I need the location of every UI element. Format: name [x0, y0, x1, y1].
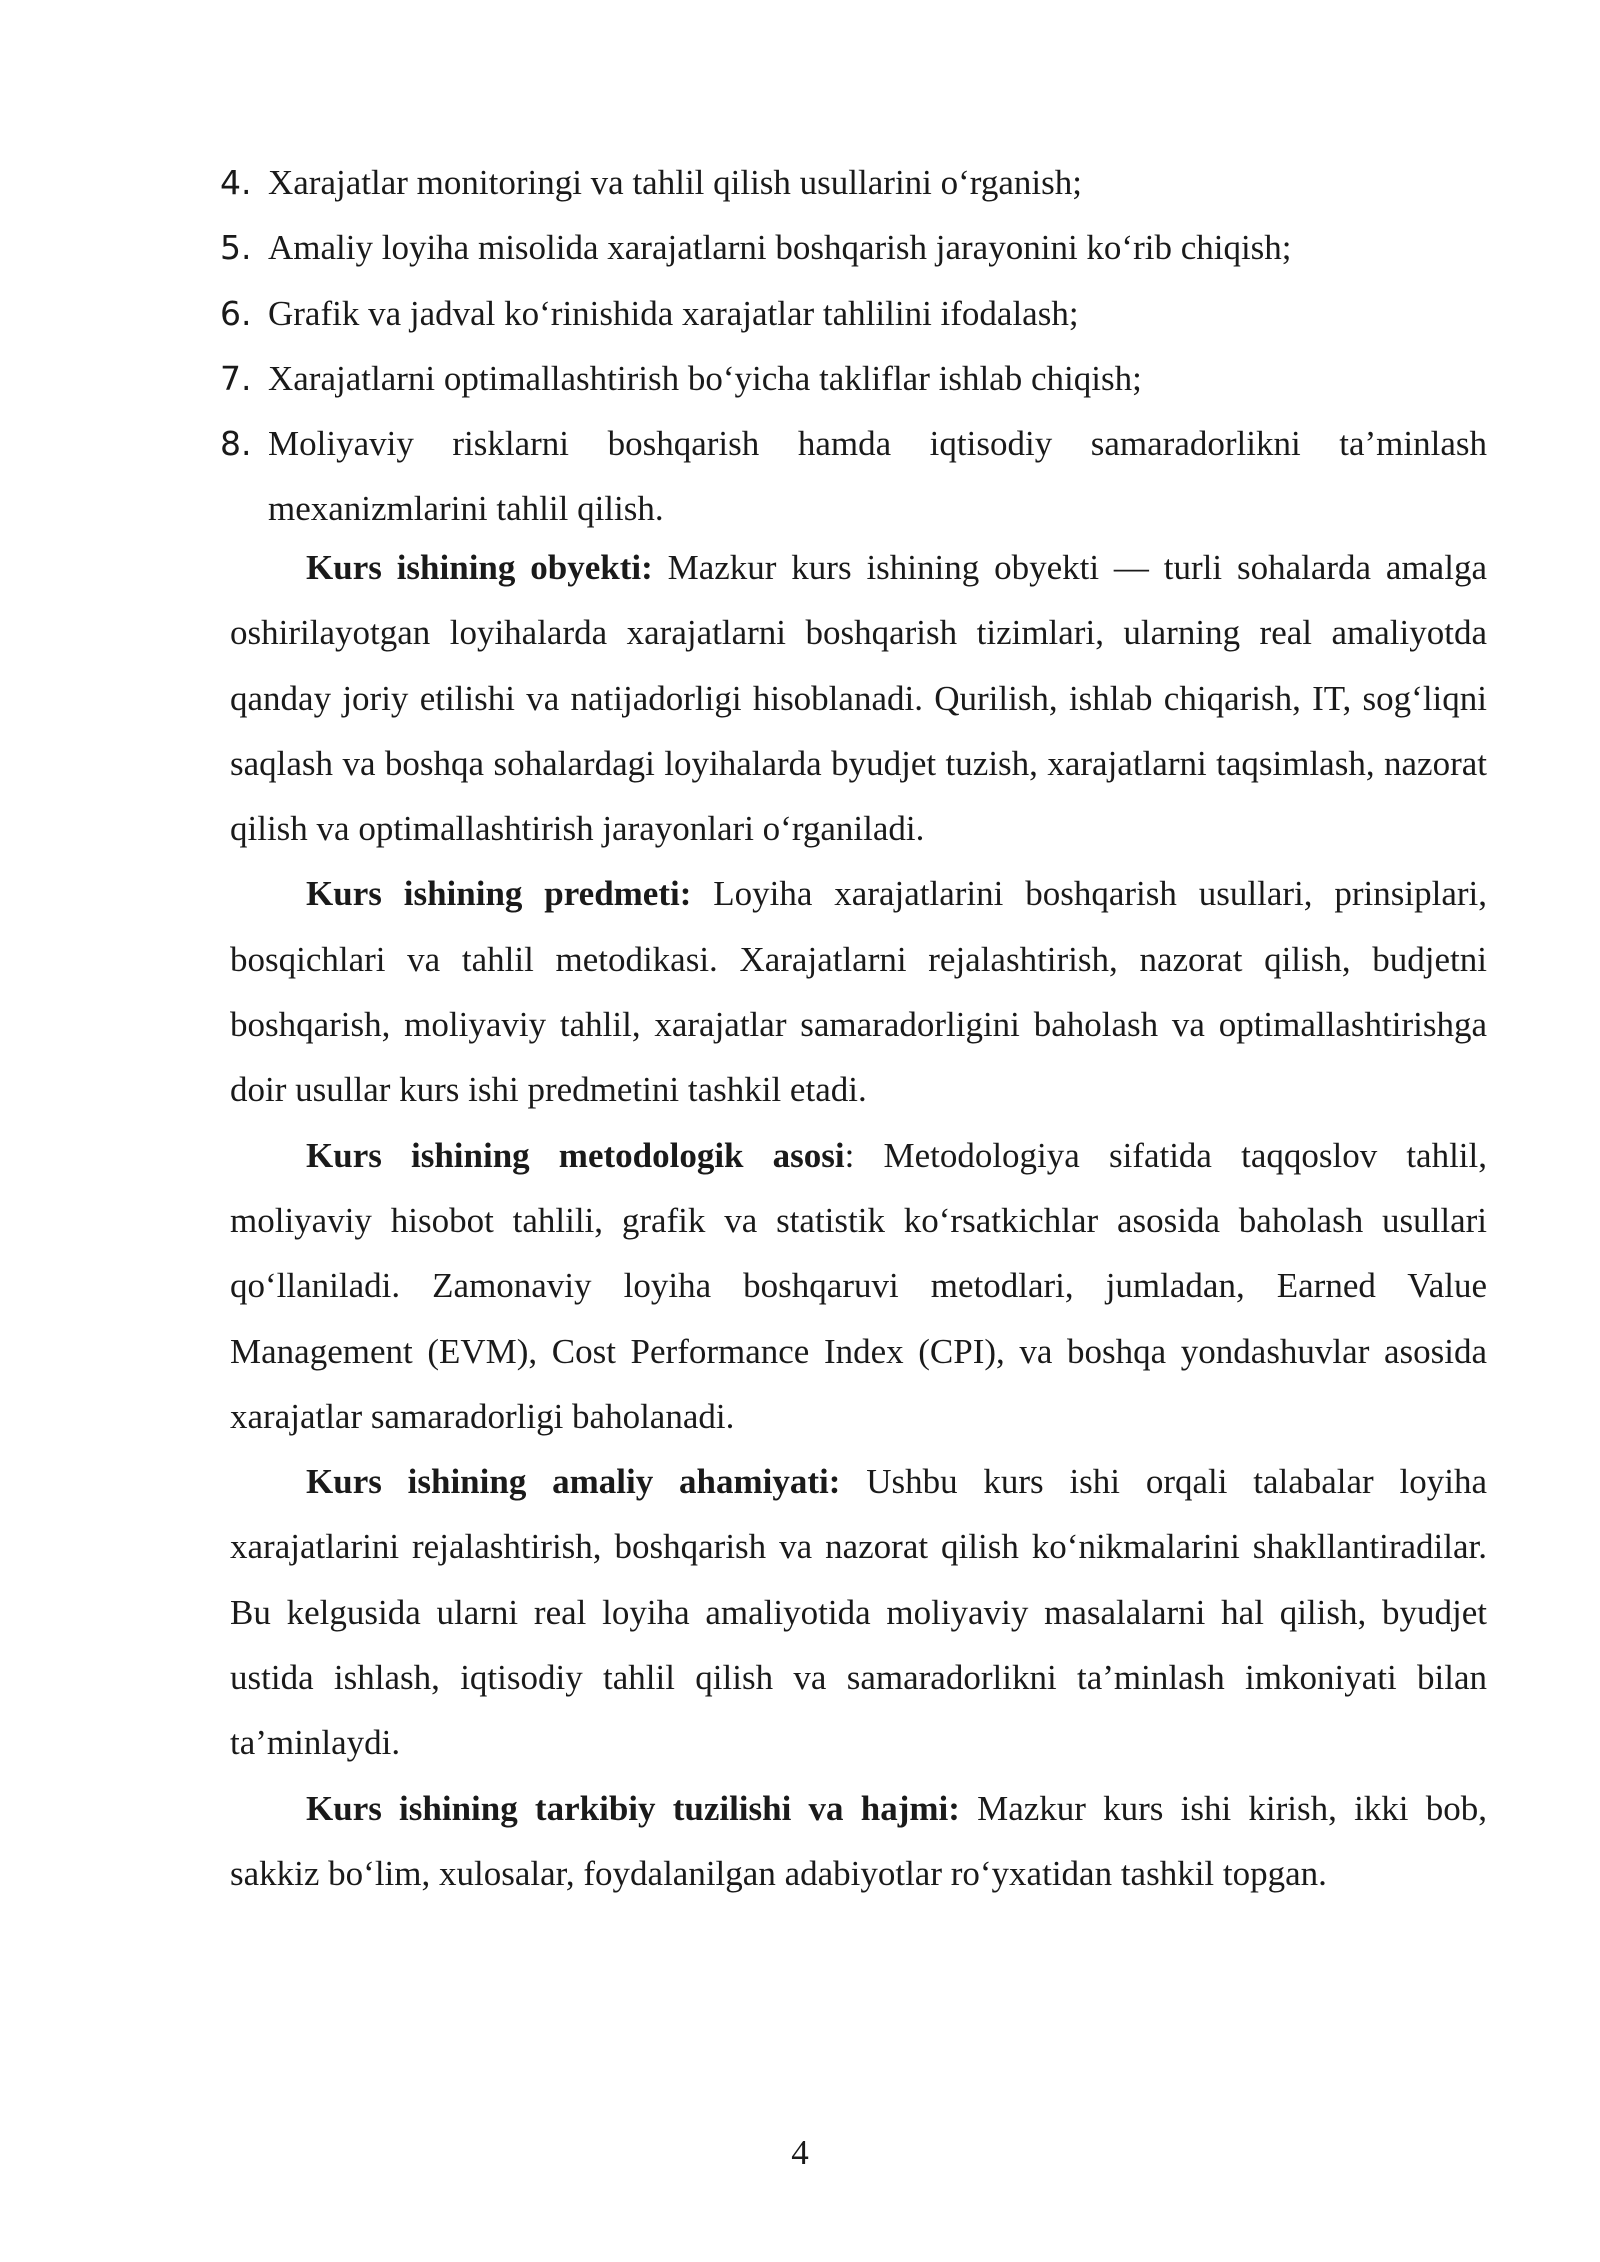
paragraph-text: Mazkur kurs ishining obyekti — turli sohalarda amalga oshirilayotgan loyihalarda xarajatlarni boshqarish tizimlari, ularning real amaliyotda qanday joriy etilishi va natijadorligi hisoblanadi. Qurilish, ishlab chiqarish, IT, sog‘liqni saqlash va boshqa sohalardagi loyihalarda byudjet tuzish, xarajatlarni taqsimlash, nazorat qilish va optimallashtirish jarayonlari o‘rganiladi.	[230, 548, 1487, 849]
list-item-text: Grafik va jadval ko‘rinishida xarajatlar tahlilini ifodalash;	[268, 293, 1079, 333]
list-item-number: 8.	[220, 424, 252, 464]
paragraph-methodology	[230, 1123, 1487, 1449]
paragraph-label: Kurs ishining predmeti:	[306, 874, 692, 914]
list-item	[0, 411, 1600, 542]
list-item-number: 5.	[220, 228, 252, 268]
list-item	[0, 150, 1600, 215]
paragraph-object	[230, 535, 1487, 861]
paragraph-structure	[230, 1776, 1487, 1907]
list-item	[0, 346, 1600, 411]
list-item	[0, 281, 1600, 346]
list-item-text: Xarajatlarni optimallashtirish bo‘yicha takliflar ishlab chiqish;	[268, 358, 1142, 398]
list-item-text: Xarajatlar monitoringi va tahlil qilish usullarini o‘rganish;	[268, 163, 1082, 202]
list-item-number: 7.	[220, 358, 252, 398]
paragraph-label: Kurs ishining tarkibiy tuzilishi va hajmi:	[306, 1788, 960, 1828]
paragraph-practical-significance	[230, 1449, 1487, 1775]
paragraph-subject	[230, 861, 1487, 1122]
paragraph-label: Kurs ishining metodologik asosi	[306, 1135, 845, 1175]
paragraph-text: Loyiha xarajatlarini boshqarish usullari, prinsiplari, bosqichlari va tahlil metodikasi. Xarajatlarni rejalashtirish, nazorat qilish, budjetni boshqarish, moliyaviy tahlil, xarajatlar samaradorligini baholash va optimallashtirishga doir usullar kurs ishi predmetini tashkil etadi.	[230, 874, 1487, 1110]
list-item-text: Moliyaviy risklarni boshqarish hamda iqtisodiy samaradorlikni ta’minlash mexanizmlarini tahlil qilish.	[268, 424, 1487, 529]
list-item-number: 4.	[220, 163, 252, 202]
paragraph-text: Ushbu kurs ishi orqali talabalar loyiha xarajatlarini rejalashtirish, boshqarish va nazorat qilish ko‘nikmalarini shakllantiradilar. Bu kelgusida ularni real loyiha amaliyotida moliyaviy masalalarni hal qilish, byudjet ustida ishlash, iqtisodiy tahlil qilish va samaradorlikni ta’minlash imkoniyati bilan ta’minlaydi.	[230, 1462, 1487, 1763]
list-item	[0, 215, 1600, 280]
list-item-text: Amaliy loyiha misolida xarajatlarni boshqarish jarayonini ko‘rib chiqish;	[268, 228, 1292, 268]
objectives-list	[0, 150, 1600, 542]
body-text	[230, 535, 1487, 1906]
paragraph-text: Mazkur kurs ishi kirish, ikki bob, sakkiz bo‘lim, xulosalar, foydalanilgan adabiyotlar ro‘yxatidan tashkil topgan.	[230, 1788, 1487, 1893]
list-item-number: 6.	[220, 293, 252, 333]
page-number: 4	[791, 2133, 809, 2172]
paragraph-text: : Metodologiya sifatida taqqoslov tahlil, moliyaviy hisobot tahlili, grafik va statistik ko‘rsatkichlar asosida baholash usullari qo‘llaniladi. Zamonaviy loyiha boshqaruvi metodlari, jumladan, Earned Value Management (EVM), Cost Performance Index (CPI), va boshqa yondashuvlar asosida xarajatlar samaradorligi baholanadi.	[230, 1135, 1487, 1436]
paragraph-label: Kurs ishining obyekti:	[306, 548, 653, 587]
paragraph-label: Kurs ishining amaliy ahamiyati:	[306, 1462, 841, 1502]
